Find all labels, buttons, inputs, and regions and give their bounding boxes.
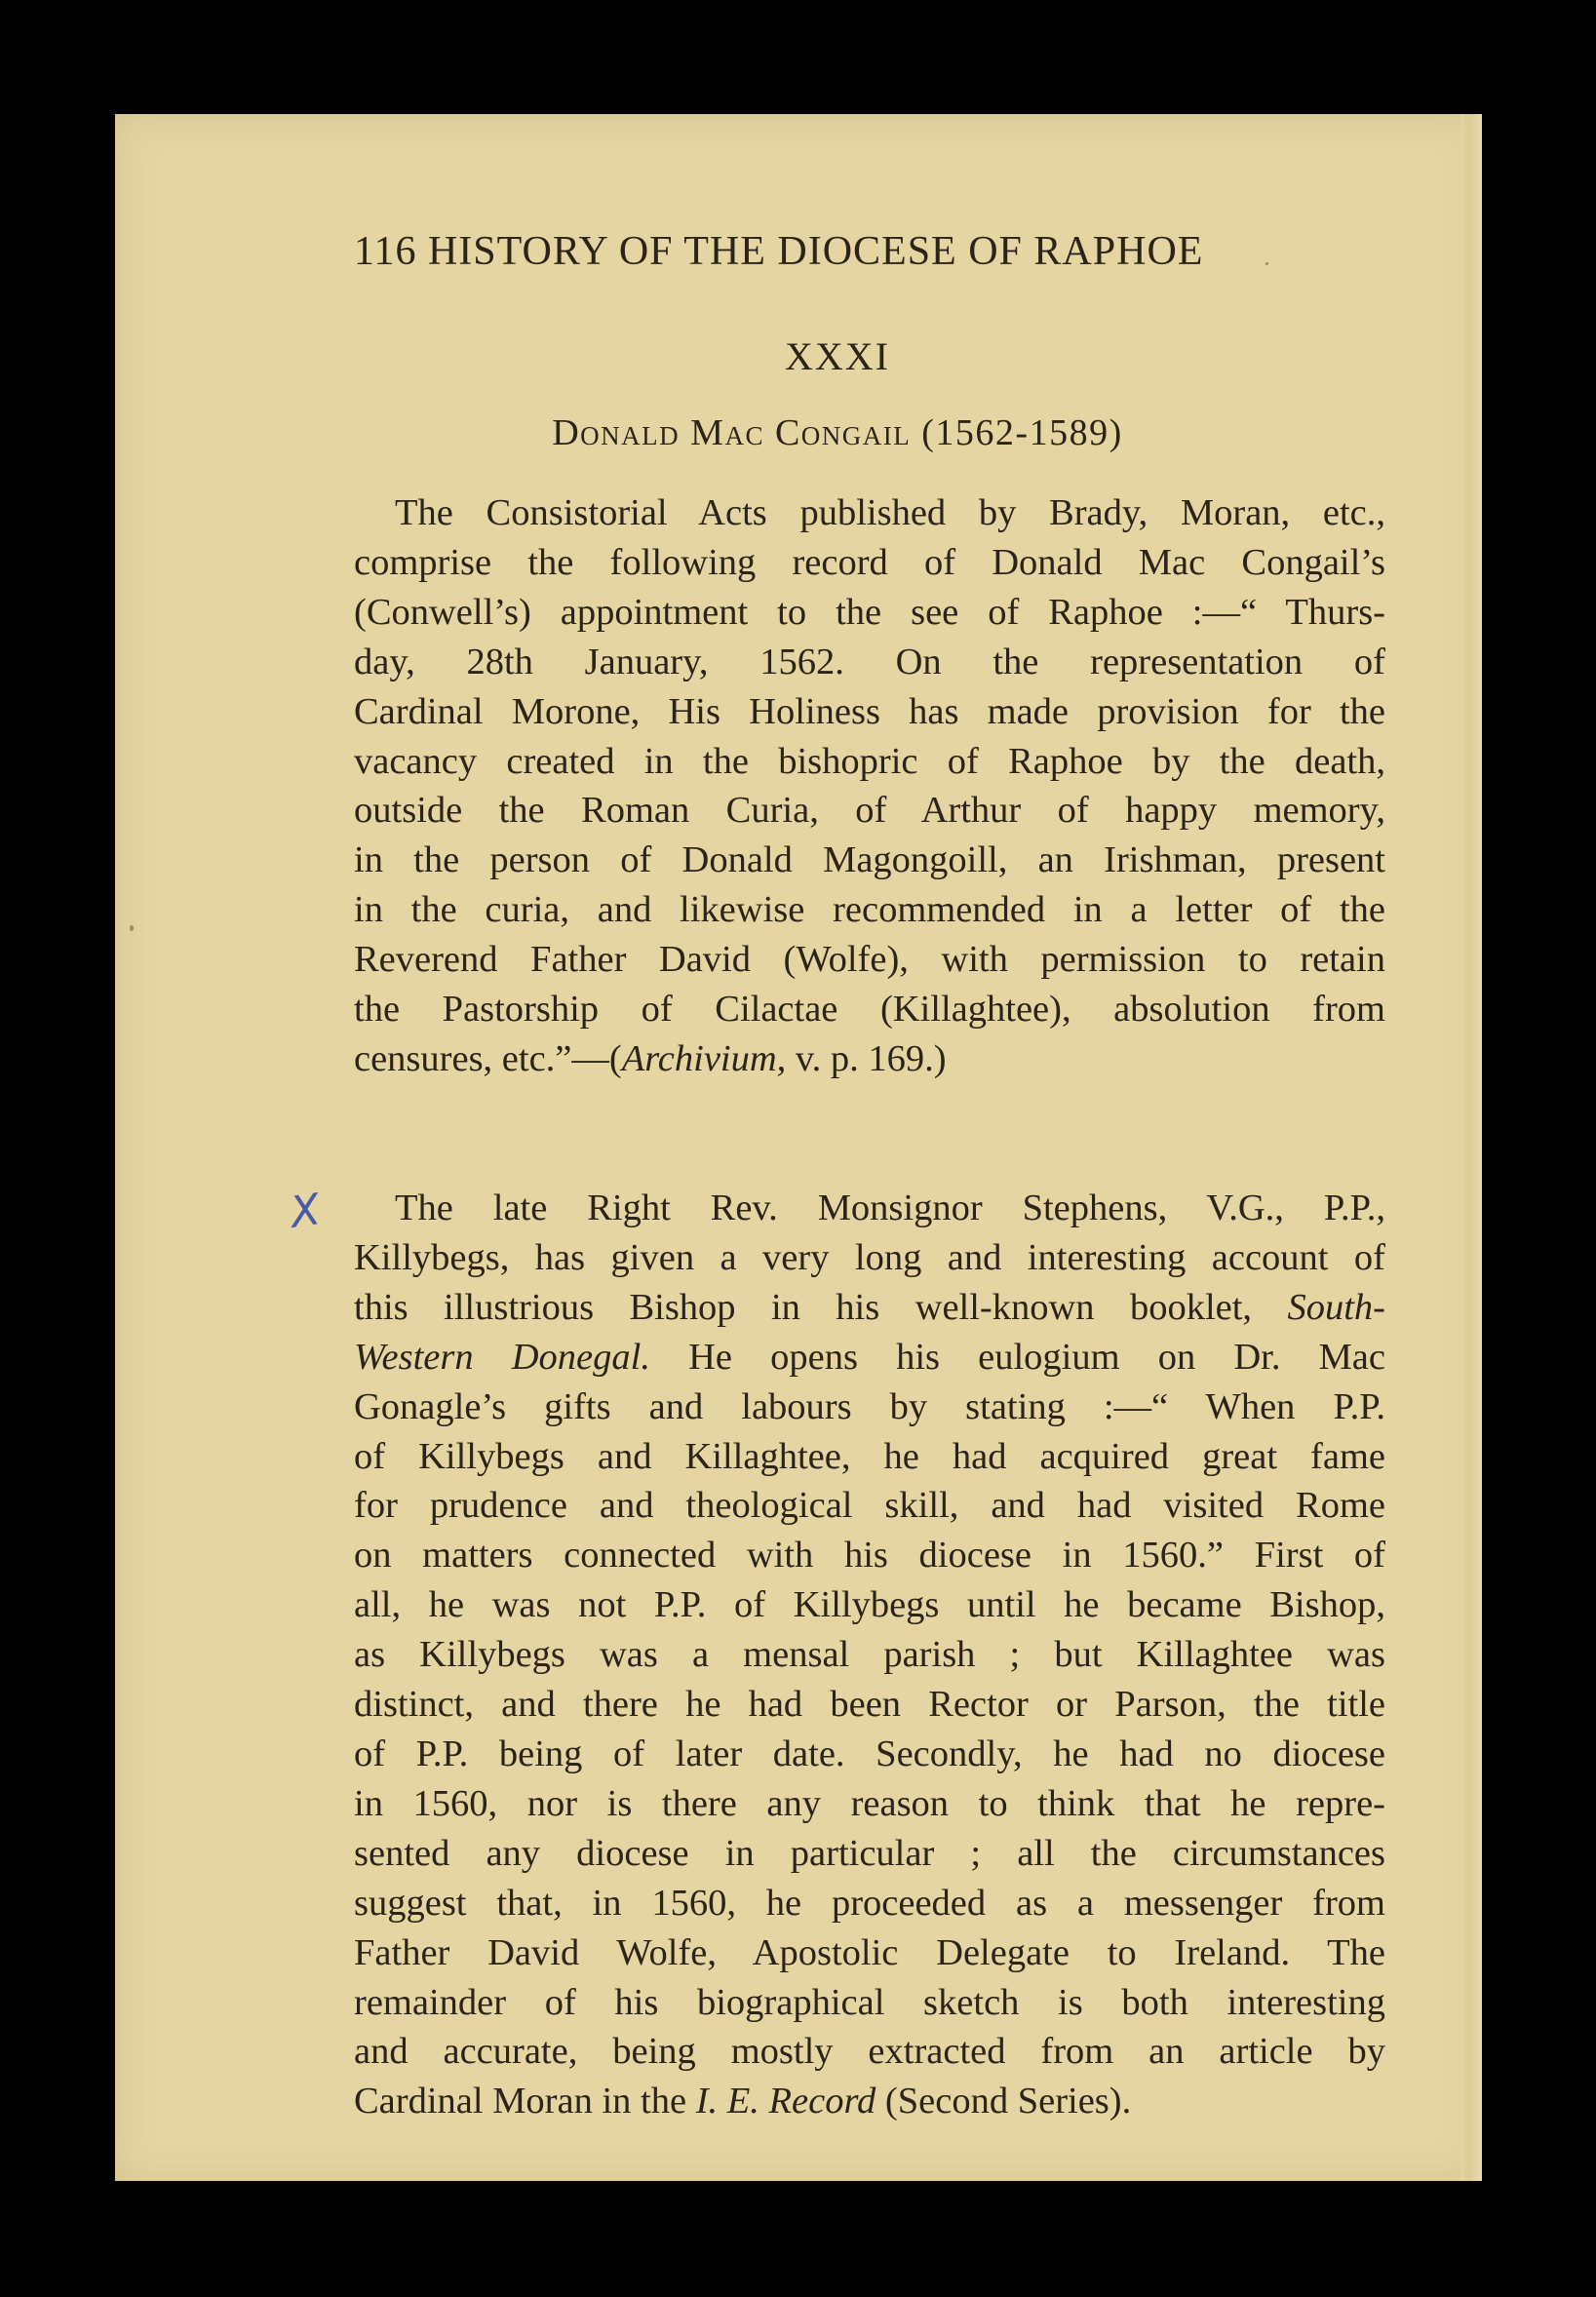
- text-line: of P.P. being of later date. Secondly, he had no diocese: [354, 1732, 1385, 1774]
- text-line: The Consistorial Acts published by Brady, Moran, etc.,: [395, 492, 1385, 533]
- text-segment: Cardinal Moran in the: [354, 2081, 696, 2122]
- text-line: on matters connected with his diocese in 1560.” First of: [354, 1535, 1385, 1577]
- text-line: for prudence and theological skill, and had visited Rome: [354, 1485, 1385, 1527]
- italic-title: I. E. Record: [695, 2081, 876, 2122]
- text-segment: v. p. 169.): [786, 1037, 947, 1079]
- text-line: (Conwell’s) appointment to the see of Raphoe :—“ Thurs-: [354, 591, 1385, 633]
- text-line: [354, 2077, 1385, 2126]
- italic-citation: Archivium,: [621, 1037, 787, 1079]
- text-line: day, 28th January, 1562. On the representation of: [354, 641, 1385, 682]
- text-line: [354, 1333, 1385, 1382]
- text-line: in the curia, and likewise recommended in a letter of the: [354, 889, 1385, 931]
- text-line: [354, 1283, 1385, 1333]
- text-line: distinct, and there he had been Rector or Parson, the title: [354, 1684, 1385, 1726]
- text-line: suggest that, in 1560, he proceeded as a messenger from: [354, 1882, 1385, 1924]
- text-line: as Killybegs was a mensal parish ; but Killaghtee was: [354, 1634, 1385, 1676]
- text-line: The late Right Rev. Monsignor Stephens, V.G., P.P.,: [395, 1187, 1385, 1228]
- text-line: remainder of his biographical sketch is both interesting: [354, 1981, 1385, 2023]
- chapter-number: XXXI: [785, 334, 890, 378]
- text-segment: (Second Series).: [876, 2081, 1132, 2122]
- text-line: [354, 1034, 1385, 1084]
- text-line: outside the Roman Curia, of Arthur of happy memory,: [354, 790, 1385, 832]
- text-segment: this illustrious Bishop in his well-known booklet,: [354, 1286, 1288, 1328]
- handwritten-margin-mark: X: [287, 1185, 324, 1238]
- text-line: Gonagle’s gifts and labours by stating :—“ When P.P.: [354, 1385, 1385, 1427]
- text-line: Father David Wolfe, Apostolic Delegate to Ireland. The: [354, 1931, 1385, 1973]
- text-line: Reverend Father David (Wolfe), with permission to retain: [354, 939, 1385, 981]
- text-line: sented any diocese in particular ; all the circumstances: [354, 1832, 1385, 1874]
- text-line: in 1560, nor is there any reason to think that he repre-: [354, 1782, 1385, 1824]
- text-line: comprise the following record of Donald Mac Congail’s: [354, 541, 1385, 583]
- text-segment: censures, etc.”—(: [354, 1037, 622, 1079]
- text-segment: He opens his eulogium on Dr. Mac: [649, 1336, 1385, 1378]
- text-line: Killybegs, has given a very long and interesting account of: [354, 1236, 1385, 1278]
- text-line: Cardinal Morone, His Holiness has made provision for the: [354, 690, 1385, 732]
- paper-speck: [130, 925, 134, 931]
- running-head: 116 HISTORY OF THE DIOCESE OF RAPHOE: [354, 229, 1204, 274]
- chapter-title: Donald Mac Congail (1562-1589): [552, 412, 1123, 453]
- text-line: the Pastorship of Cilactae (Killaghtee), absolution from: [354, 989, 1385, 1031]
- text-line: and accurate, being mostly extracted from an article by: [354, 2031, 1385, 2073]
- paragraph-2: [354, 1184, 1385, 2126]
- book-page: [115, 114, 1482, 2181]
- text-line: of Killybegs and Killaghtee, he had acquired great fame: [354, 1435, 1385, 1477]
- italic-title: Western Donegal.: [354, 1336, 650, 1378]
- text-line: in the person of Donald Magongoill, an Irishman, present: [354, 839, 1385, 881]
- italic-title: South-: [1287, 1286, 1385, 1328]
- text-line: vacancy created in the bishopric of Raphoe by the death,: [354, 740, 1385, 782]
- paragraph-1: [354, 488, 1385, 1084]
- paper-speck: [1265, 262, 1268, 265]
- text-line: all, he was not P.P. of Killybegs until he became Bishop,: [354, 1584, 1385, 1626]
